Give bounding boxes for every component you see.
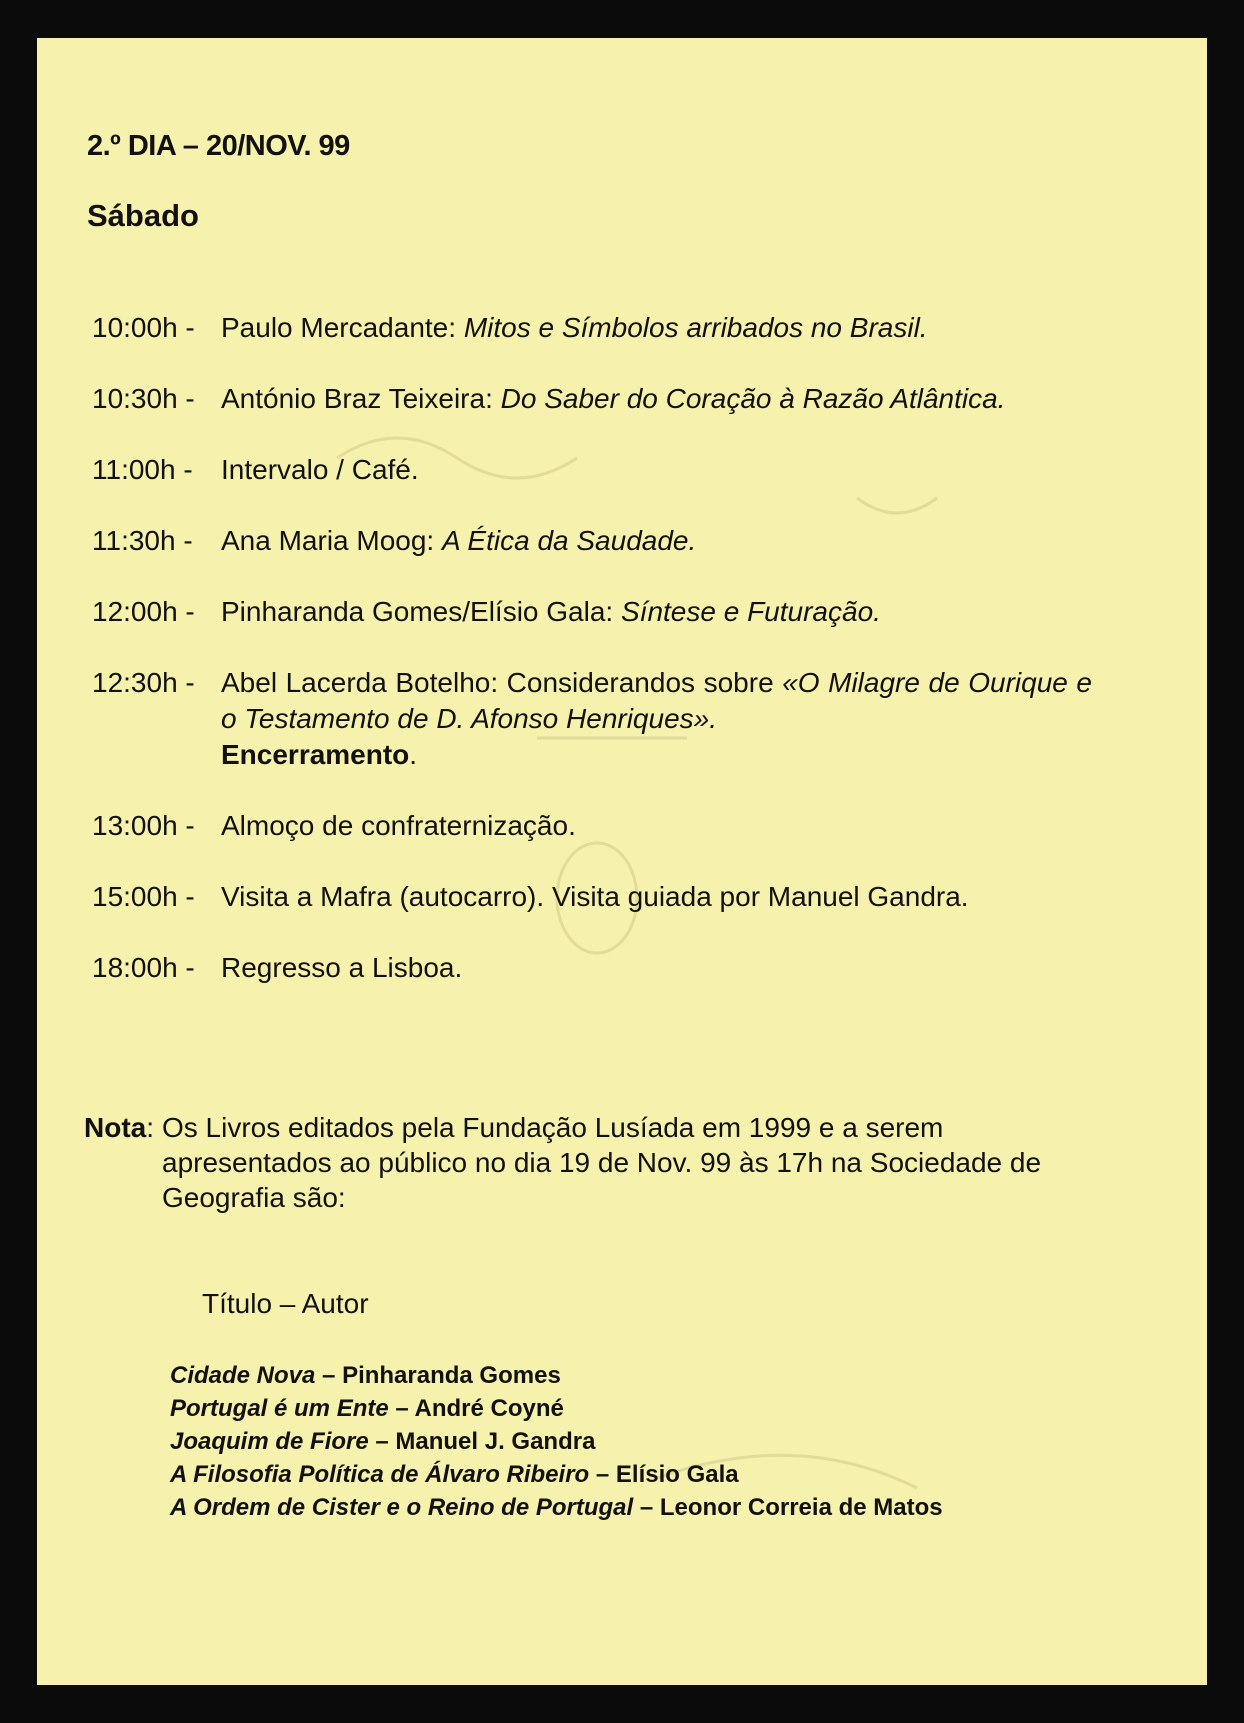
book-list bbox=[170, 1359, 1130, 1524]
schedule-item bbox=[92, 665, 1112, 773]
schedule-item bbox=[92, 950, 1112, 986]
schedule-description bbox=[221, 879, 1112, 915]
schedule-item bbox=[92, 523, 1112, 559]
talk-title: «O Milagre de Ourique e o Testamento de D. Afonso Henriques». bbox=[221, 667, 1092, 734]
speaker: Intervalo / Café. bbox=[221, 454, 419, 485]
speaker: Ana Maria Moog: bbox=[221, 525, 435, 556]
speaker: Visita a Mafra (autocarro). Visita guiada por Manuel Gandra. bbox=[221, 881, 969, 912]
note-label-text: Nota bbox=[84, 1112, 147, 1143]
schedule-item bbox=[92, 452, 1112, 488]
book-title: Joaquim de Fiore bbox=[170, 1428, 369, 1455]
book-item: Cidade Nova – Pinharanda Gomes bbox=[170, 1362, 561, 1389]
book-title: A Ordem de Cister e o Reino de Portugal bbox=[170, 1494, 634, 1521]
schedule-time: 13:00h - bbox=[92, 810, 195, 841]
talk-title: Síntese e Futuração. bbox=[621, 596, 881, 627]
note-label: Nota: bbox=[84, 1112, 155, 1143]
schedule-description: Abel Lacerda Botelho: Considerandos sobre «O Milagre de Ourique e o Testamento de D. Afonso Henriques». Encerramento. bbox=[221, 667, 1092, 770]
schedule-description bbox=[221, 381, 1112, 417]
book-item: Joaquim de Fiore – Manuel J. Gandra bbox=[170, 1428, 596, 1455]
schedule-description bbox=[221, 310, 1112, 346]
schedule-time: 12:30h - bbox=[92, 667, 195, 698]
schedule-item bbox=[92, 594, 1112, 630]
book-item: A Filosofia Política de Álvaro Ribeiro – Elísio Gala bbox=[170, 1461, 739, 1488]
book-author: André Coyné bbox=[414, 1395, 564, 1422]
schedule-time: 11:30h - bbox=[92, 525, 193, 556]
schedule-item bbox=[92, 310, 1112, 346]
talk-title: A Ética da Saudade. bbox=[442, 525, 697, 556]
note-block bbox=[84, 1110, 1094, 1215]
schedule-time: 10:00h - bbox=[92, 312, 195, 343]
speaker: Regresso a Lisboa. bbox=[221, 952, 463, 983]
speaker: Almoço de confraternização. bbox=[221, 810, 576, 841]
book-author: Manuel J. Gandra bbox=[395, 1428, 596, 1455]
book-item: Portugal é um Ente – André Coyné bbox=[170, 1395, 564, 1422]
document-page bbox=[37, 38, 1207, 1685]
day-heading: 2.º DIA – 20/NOV. 99 bbox=[87, 130, 350, 162]
book-title: Portugal é um Ente bbox=[170, 1395, 389, 1422]
weekday-heading: Sábado bbox=[87, 198, 199, 233]
schedule-description bbox=[221, 523, 1112, 559]
book-item: A Ordem de Cister e o Reino de Portugal – Leonor Correia de Matos bbox=[170, 1494, 943, 1521]
book-title: Cidade Nova bbox=[170, 1362, 316, 1389]
schedule-time: 18:00h - bbox=[92, 952, 195, 983]
schedule-list bbox=[92, 310, 1112, 986]
speaker: António Braz Teixeira: bbox=[221, 383, 493, 414]
book-author: Elísio Gala bbox=[615, 1461, 739, 1488]
book-author: Leonor Correia de Matos bbox=[659, 1494, 943, 1521]
talk-title: Do Saber do Coração à Razão Atlântica. bbox=[500, 383, 1006, 414]
schedule-description bbox=[221, 808, 1112, 844]
speaker: Abel Lacerda Botelho: Considerandos sobre bbox=[221, 667, 774, 698]
schedule-item bbox=[92, 808, 1112, 844]
speaker: Paulo Mercadante: bbox=[221, 312, 457, 343]
schedule-description bbox=[221, 950, 1112, 986]
schedule-time: 11:00h - bbox=[92, 454, 193, 485]
schedule-item bbox=[92, 381, 1112, 417]
schedule-item bbox=[92, 879, 1112, 915]
book-author: Pinharanda Gomes bbox=[342, 1362, 561, 1389]
schedule-description bbox=[221, 594, 1112, 630]
talk-title: Mitos e Símbolos arribados no Brasil. bbox=[463, 312, 928, 343]
speaker: Pinharanda Gomes/Elísio Gala: bbox=[221, 596, 614, 627]
schedule-description bbox=[221, 452, 1112, 488]
closing-label: Encerramento bbox=[221, 739, 410, 770]
schedule-time: 10:30h - bbox=[92, 383, 195, 414]
schedule-time: 15:00h - bbox=[92, 881, 195, 912]
schedule-time: 12:00h - bbox=[92, 596, 195, 627]
books-header: Título – Autor bbox=[202, 1288, 369, 1319]
note-text: Os Livros editados pela Fundação Lusíada em 1999 e a serem apresentados ao público no dia 19 de Nov. 99 às 17h na Sociedade de Geografia são: bbox=[162, 1112, 1042, 1213]
book-title: A Filosofia Política de Álvaro Ribeiro bbox=[170, 1461, 590, 1488]
